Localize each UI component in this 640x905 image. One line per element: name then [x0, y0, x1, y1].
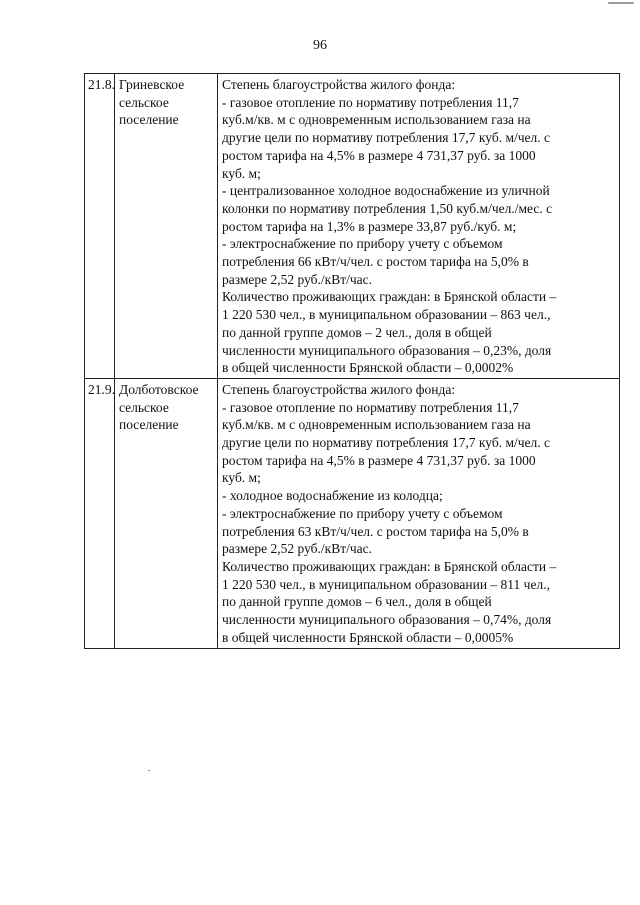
description-line: Количество проживающих граждан: в Брянской области – — [222, 289, 557, 305]
settlement-name-line: сельское — [119, 399, 169, 415]
row-number: 21.9. — [88, 381, 115, 397]
settlement-name-cell — [115, 378, 218, 648]
description-line: ростом тарифа на 4,5% в размере 4 731,37 руб. за 1000 — [222, 147, 536, 163]
description-line: куб. м; — [222, 470, 261, 486]
description-line: куб.м/кв. м с одновременным использованием газа на — [222, 417, 531, 433]
description-line: Степень благоустройства жилого фонда: — [222, 381, 456, 397]
settlement-name-line: поселение — [119, 112, 179, 128]
description-line: размере 2,52 руб./кВт/час. — [222, 541, 373, 557]
description-line: - электроснабжение по прибору учету с объемом — [222, 236, 503, 252]
description-line: - газовое отопление по нормативу потребления 11,7 — [222, 94, 519, 110]
table-row — [85, 378, 620, 648]
tariff-table — [84, 73, 620, 649]
table-row — [85, 74, 620, 379]
description-line: по данной группе домов – 6 чел., доля в общей — [222, 594, 492, 610]
settlement-name-cell — [115, 74, 218, 379]
description-line: куб. м; — [222, 165, 261, 181]
description-line: 1 220 530 чел., в муниципальном образовании – 863 чел., — [222, 307, 551, 323]
description-line: ростом тарифа на 1,3% в размере 33,87 руб./куб. м; — [222, 218, 517, 234]
description-line: потребления 63 кВт/ч/чел. с ростом тарифа на 5,0% в — [222, 523, 529, 539]
description-line: в общей численности Брянской области – 0,0002% — [222, 360, 514, 376]
description-cell — [218, 74, 620, 379]
scan-speck — [148, 770, 150, 771]
description-line: - централизованное холодное водоснабжение из уличной — [222, 183, 550, 199]
settlement-name-line: поселение — [119, 417, 179, 433]
settlement-name-line: Гриневское — [119, 77, 185, 92]
settlement-name-line: Долботовское — [119, 381, 199, 397]
description-cell — [218, 378, 620, 648]
description-line: Степень благоустройства жилого фонда: — [222, 77, 456, 92]
description-line: потребления 66 кВт/ч/чел. с ростом тарифа на 5,0% в — [222, 254, 529, 270]
description-line: другие цели по нормативу потребления 17,7 куб. м/чел. с — [222, 435, 551, 451]
description-line: размере 2,52 руб./кВт/час. — [222, 271, 373, 287]
row-number-cell — [85, 74, 115, 379]
description-line: - газовое отопление по нормативу потребления 11,7 — [222, 399, 519, 415]
row-number: 21.8. — [88, 77, 115, 92]
description-line: 1 220 530 чел., в муниципальном образовании – 811 чел., — [222, 576, 550, 592]
description-line: - электроснабжение по прибору учету с объемом — [222, 505, 503, 521]
description-line: колонки по нормативу потребления 1,50 куб.м/чел./мес. с — [222, 200, 553, 216]
description-line: ростом тарифа на 4,5% в размере 4 731,37 руб. за 1000 — [222, 452, 536, 468]
description-line: Количество проживающих граждан: в Брянской области – — [222, 558, 557, 574]
row-number-cell — [85, 378, 115, 648]
description-line: численности муниципального образования – 0,23%, доля — [222, 342, 552, 358]
description-line: численности муниципального образования – 0,74%, доля — [222, 612, 552, 628]
page-number: 96 — [313, 38, 327, 53]
description-line: - холодное водоснабжение из колодца; — [222, 488, 443, 504]
description-line: по данной группе домов – 2 чел., доля в общей — [222, 324, 492, 340]
description-line: другие цели по нормативу потребления 17,7 куб. м/чел. с — [222, 130, 551, 146]
description-line: в общей численности Брянской области – 0,0005% — [222, 629, 514, 645]
scan-edge-mark — [608, 2, 634, 4]
settlement-name-line: сельское — [119, 94, 169, 110]
description-line: куб.м/кв. м с одновременным использованием газа на — [222, 112, 531, 128]
